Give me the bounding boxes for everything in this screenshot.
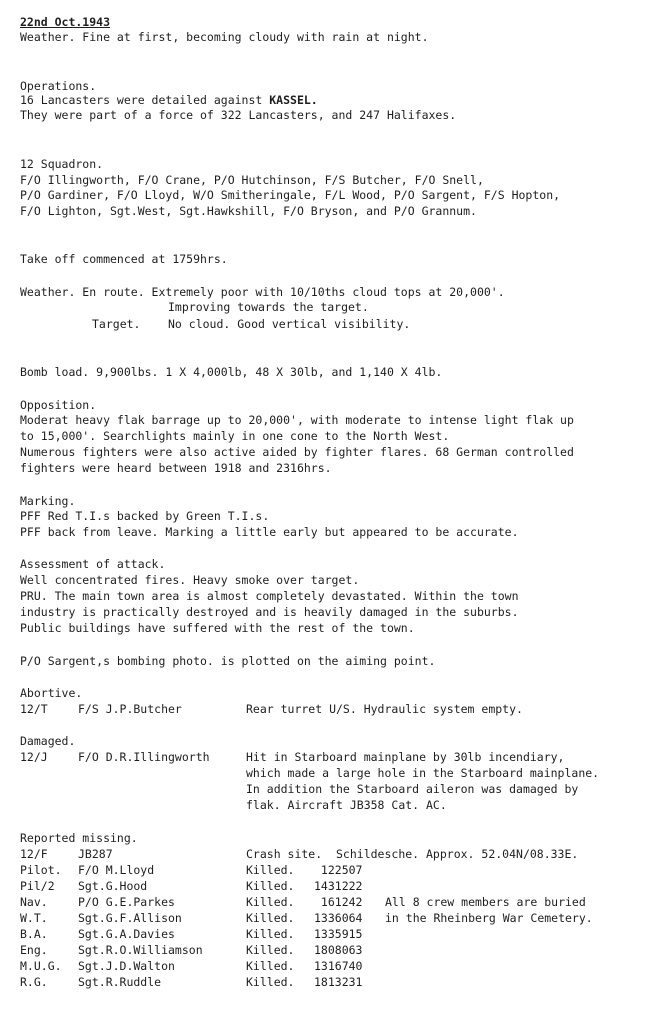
weather-enroute: Weather. En route. Extremely poor with 10/10ths cloud tops at 20,000'.: [20, 285, 505, 299]
missing-aircraft: 12/F: [20, 847, 48, 861]
weather-target-label: Target.: [92, 317, 141, 331]
marking-line: PFF Red T.I.s backed by Green T.I.s.: [20, 509, 270, 523]
crew-status: Killed.: [246, 975, 295, 989]
damaged-crew: F/O D.R.Illingworth: [78, 750, 210, 764]
crew-number: 1316740: [314, 959, 363, 973]
missing-heading: Reported missing.: [20, 831, 138, 845]
crew-number: 1808063: [314, 943, 363, 957]
crew-name: Sgt.G.A.Davies: [78, 927, 175, 941]
crew-role: R.G.: [20, 975, 48, 989]
assessment-line: industry is practically destroyed and is heavily damaged in the suburbs.: [20, 605, 519, 619]
operations-detail-text: 16 Lancasters were detailed against: [20, 93, 270, 107]
assessment-line: Public buildings have suffered with the rest of the town.: [20, 621, 415, 635]
assessment-heading: Assessment of attack.: [20, 557, 166, 571]
crew-name: Sgt.J.D.Walton: [78, 959, 175, 973]
operations-force: They were part of a force of 322 Lancasters, and 247 Halifaxes.: [20, 108, 457, 122]
crash-site: Crash site. Schildesche. Approx. 52.04N/08.33E.: [246, 847, 579, 861]
operations-target: KASSEL.: [269, 93, 318, 107]
crew-status: Killed.: [246, 927, 295, 941]
crew-number: 1336064: [314, 911, 363, 925]
crew-role: Pil/2: [20, 879, 55, 893]
marking-heading: Marking.: [20, 494, 76, 508]
opposition-heading: Opposition.: [20, 398, 97, 412]
opposition-line: Numerous fighters were also active aided by fighter flares. 68 German controlled: [20, 445, 574, 459]
damaged-line: flak. Aircraft JB358 Cat. AC.: [246, 798, 447, 812]
crew-name: Sgt.G.F.Allison: [78, 911, 182, 925]
weather-target-text: No cloud. Good vertical visibility.: [168, 317, 411, 331]
bomb-load: Bomb load. 9,900lbs. 1 X 4,000lb, 48 X 30lb, and 1,140 X 4lb.: [20, 365, 443, 379]
crew-status: Killed.: [246, 943, 295, 957]
crew-name: Sgt.G.Hood: [78, 879, 148, 893]
marking-line: PFF back from leave. Marking a little early but appeared to be accurate.: [20, 525, 519, 539]
crew-role: W.T.: [20, 911, 48, 925]
abortive-crew: F/S J.P.Butcher: [78, 702, 182, 716]
crew-role: M.U.G.: [20, 959, 62, 973]
assessment-line: PRU. The main town area is almost completely devastated. Within the town: [20, 589, 519, 603]
squadron-heading: 12 Squadron.: [20, 157, 104, 171]
burial-note: in the Rheinberg War Cemetery.: [385, 911, 593, 925]
crew-number: 1431222: [314, 879, 363, 893]
abortive-note: Rear turret U/S. Hydraulic system empty.: [246, 702, 523, 716]
damaged-line: Hit in Starboard mainplane by 30lb incendiary,: [246, 750, 565, 764]
weather-summary: Weather. Fine at first, becoming cloudy with rain at night.: [20, 30, 429, 44]
crew-role: Eng.: [20, 943, 48, 957]
weather-improving: Improving towards the target.: [168, 300, 369, 314]
burial-note: All 8 crew members are buried: [385, 895, 586, 909]
squadron-line: F/O Lighton, Sgt.West, Sgt.Hawkshill, F/O Bryson, and P/O Grannum.: [20, 204, 477, 218]
damaged-heading: Damaged.: [20, 734, 76, 748]
crew-name: Sgt.R.O.Williamson: [78, 943, 203, 957]
abortive-heading: Abortive.: [20, 686, 83, 700]
crew-role: Pilot.: [20, 863, 62, 877]
crew-name: F/O M.Lloyd: [78, 863, 155, 877]
squadron-line: F/O Illingworth, F/O Crane, P/O Hutchinson, F/S Butcher, F/O Snell,: [20, 173, 484, 187]
crew-status: Killed.: [246, 895, 295, 909]
crew-number: 122507: [314, 863, 363, 877]
crew-name: Sgt.R.Ruddle: [78, 975, 162, 989]
bombing-photo-note: P/O Sargent,s bombing photo. is plotted on the aiming point.: [20, 654, 436, 668]
opposition-line: fighters were heard between 1918 and 2316hrs.: [20, 461, 332, 475]
crew-role: B.A.: [20, 927, 48, 941]
operations-detail: [20, 92, 318, 108]
crew-status: Killed.: [246, 959, 295, 973]
abortive-aircraft: 12/T: [20, 702, 48, 716]
crew-status: Killed.: [246, 879, 295, 893]
crew-number: 161242: [314, 895, 363, 909]
entry-date: 22nd Oct.1943: [20, 15, 111, 29]
opposition-line: Moderat heavy flak barrage up to 20,000', with moderate to intense light flak up: [20, 413, 574, 427]
damaged-line: In addition the Starboard aileron was damaged by: [246, 782, 579, 796]
damaged-aircraft: 12/J: [20, 750, 48, 764]
crew-number: 1813231: [314, 975, 363, 989]
assessment-line: Well concentrated fires. Heavy smoke over target.: [20, 573, 360, 587]
crew-number: 1335915: [314, 927, 363, 941]
crew-status: Killed.: [246, 863, 295, 877]
crew-role: Nav.: [20, 895, 48, 909]
crew-name: P/O G.E.Parkes: [78, 895, 175, 909]
operations-heading: Operations.: [20, 79, 97, 93]
crew-status: Killed.: [246, 911, 295, 925]
takeoff-time: Take off commenced at 1759hrs.: [20, 252, 228, 266]
damaged-line: which made a large hole in the Starboard mainplane.: [246, 766, 600, 780]
squadron-line: P/O Gardiner, F/O Lloyd, W/O Smitheringale, F/L Wood, P/O Sargent, F/S Hopton,: [20, 188, 561, 202]
opposition-line: to 15,000'. Searchlights mainly in one cone to the North West.: [20, 429, 450, 443]
missing-serial: JB287: [78, 847, 113, 861]
